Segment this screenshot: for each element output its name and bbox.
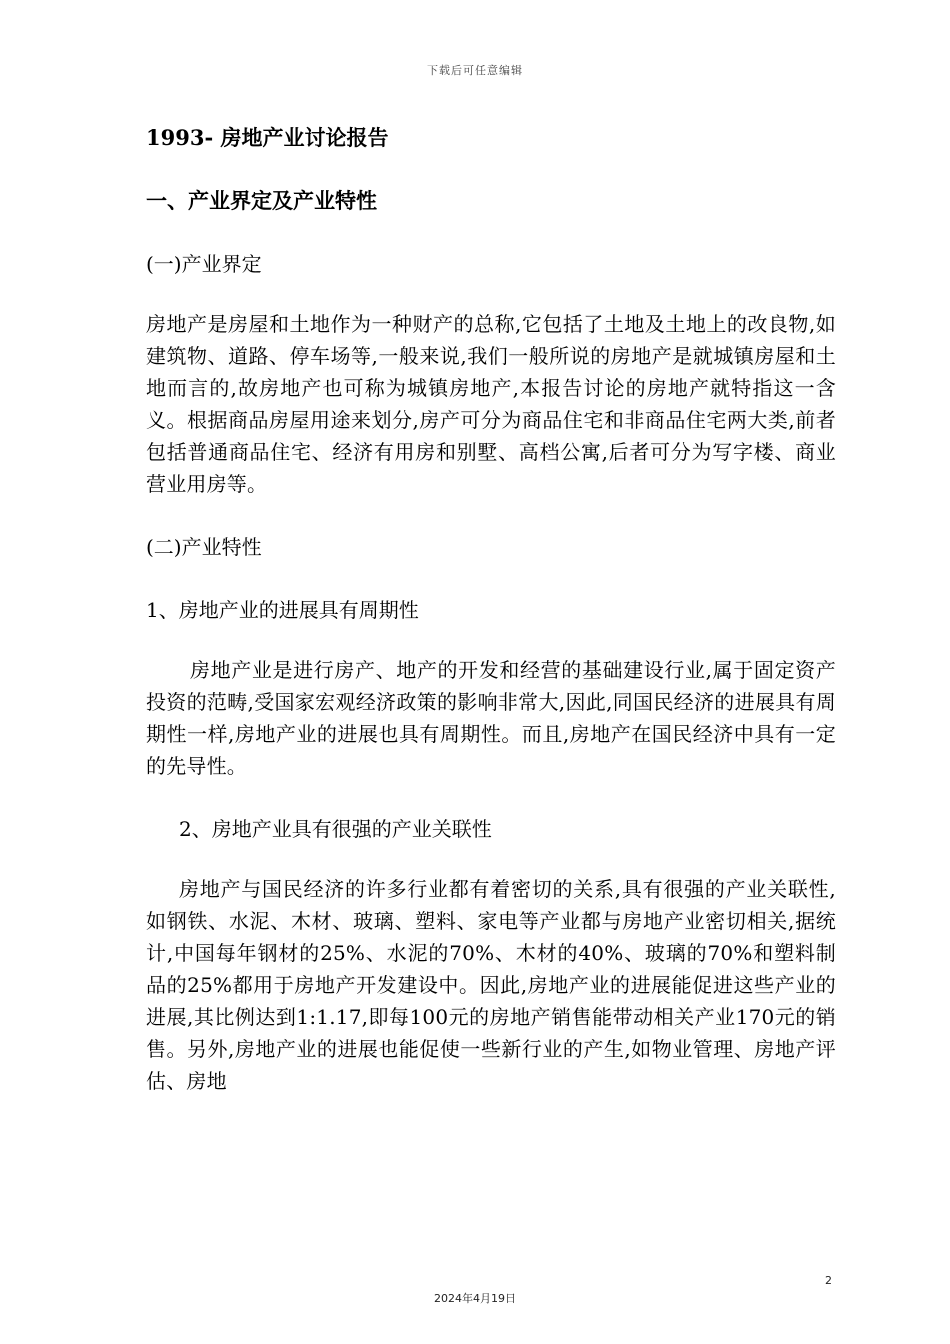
point-heading-cyclical: 1、房地产业的进展具有周期性 [146,598,419,622]
subheading-definition: (一)产业界定 [146,252,262,276]
paragraph-linkage: 房地产与国民经济的许多行业都有着密切的关系,具有很强的产业关联性,如钢铁、水泥、木材、玻璃、塑料、家电等产业都与房地产业密切相关,据统计,中国每年钢材的25%、水泥的70%、木材的40%、玻璃的70%和塑料制品的25%都用于房地产开发建设中。因此,房地产业的进展能促进这些产业的进展,其比例达到1:1.17,即每100元的房地产销售能带动相关产业170元的销售。另外,房地产业的进展也能促使一些新行业的产生,如物业管理、房地产评估、房地 [146,877,836,1093]
paragraph-cyclical: 房地产业是进行房产、地产的开发和经营的基础建设行业,属于固定资产投资的范畴,受国家宏观经济政策的影响非常大,因此,同国民经济的进展具有周期性一样,房地产业的进展也具有周期性。而且,房地产在国民经济中具有一定的先导性。 [146,658,836,778]
section-heading: 一、产业界定及产业特性 [146,188,377,213]
paragraph-definition: 房地产是房屋和土地作为一种财产的总称,它包括了土地及土地上的改良物,如建筑物、道路、停车场等,一般来说,我们一般所说的房地产是就城镇房屋和土地而言的,故房地产也可称为城镇房地产,本报告讨论的房地产就特指这一含义。根据商品房屋用途来划分,房产可分为商品住宅和非商品住宅两大类,前者包括普通商品住宅、经济有用房和别墅、高档公寓,后者可分为写字楼、商业营业用房等。 [146,312,836,496]
footer-date: 2024年4月19日 [434,1292,516,1305]
page-number: 2 [825,1274,832,1287]
point-heading-linkage: 2、房地产业具有很强的产业关联性 [179,817,492,841]
document-body [146,122,836,1097]
header-note: 下载后可任意编辑 [427,64,523,77]
document-title: 1993- 房地产业讨论报告 [146,125,389,150]
subheading-characteristics: (二)产业特性 [146,535,262,559]
